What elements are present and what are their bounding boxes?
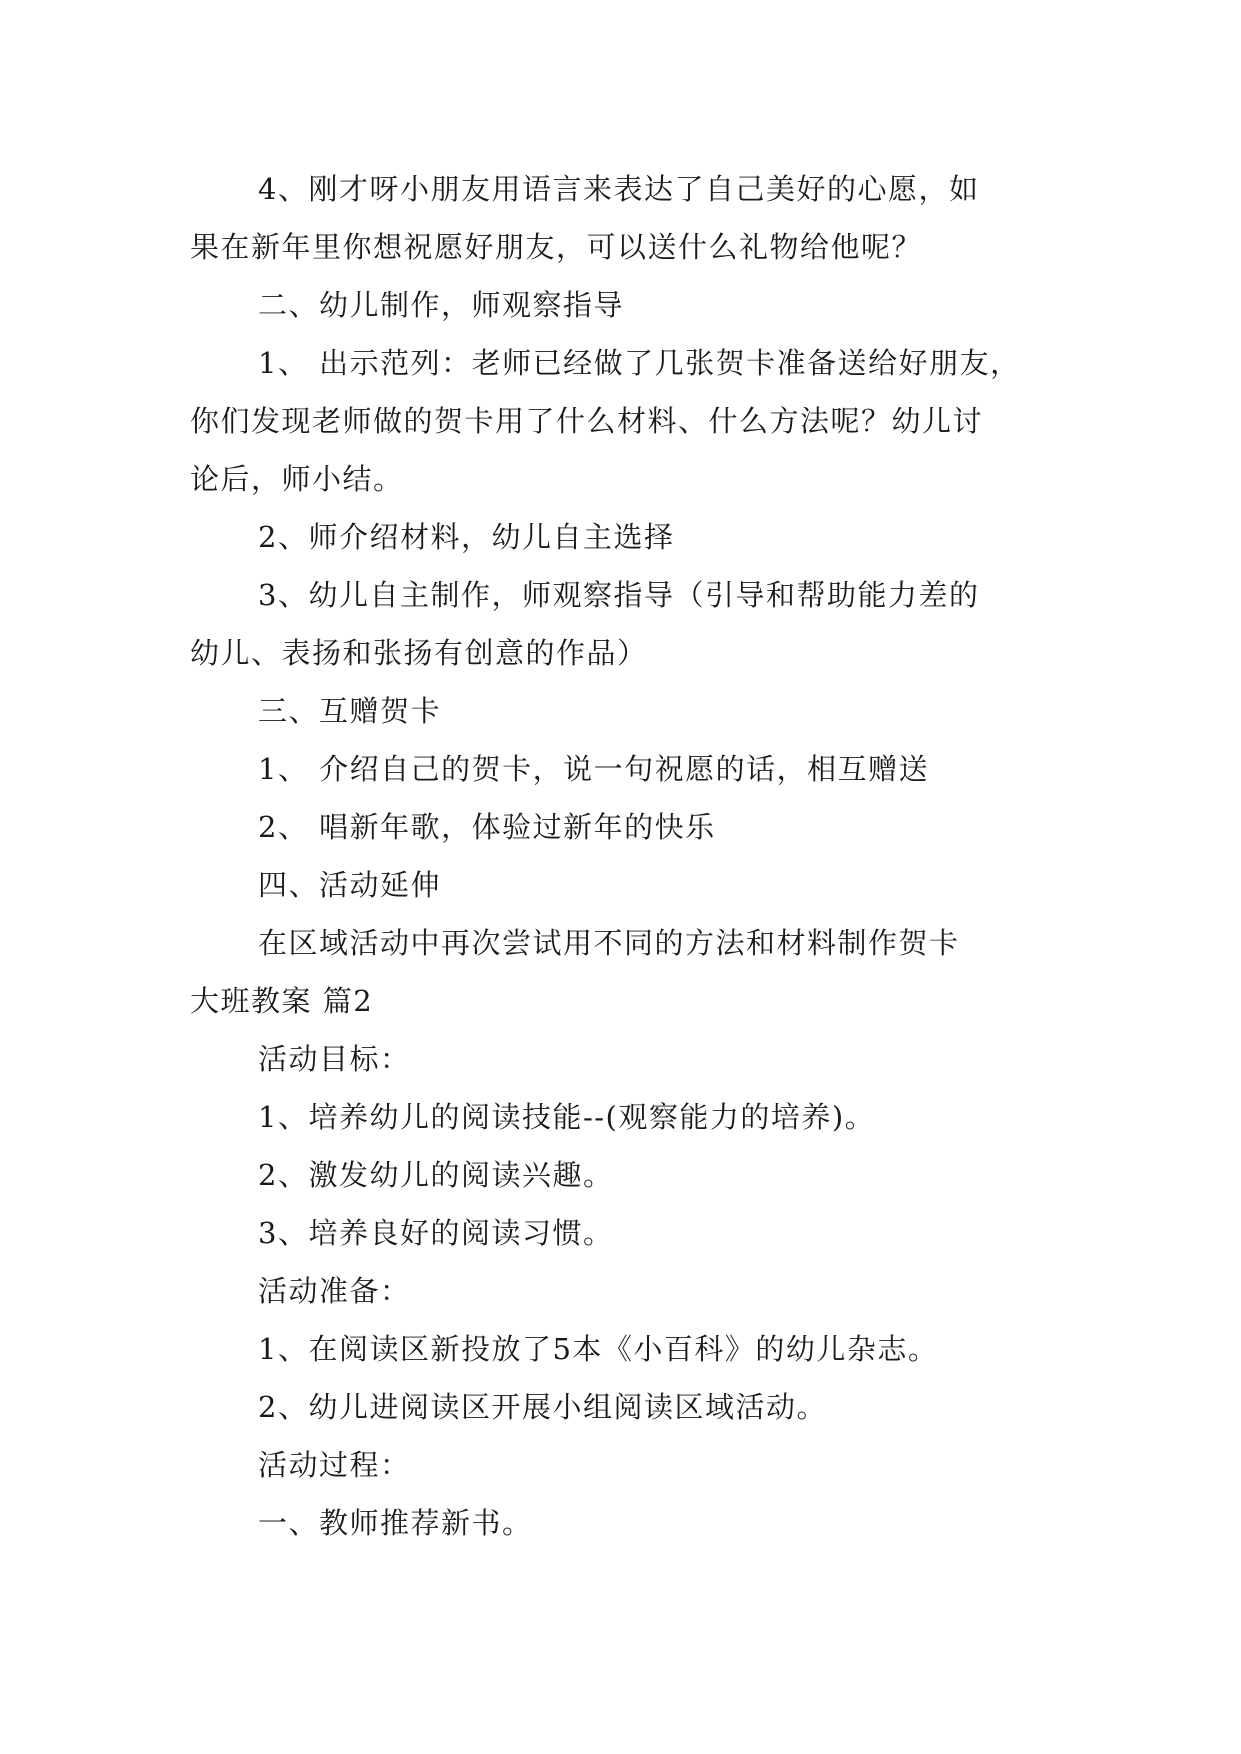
text-line: 2、激发幼儿的阅读兴趣。 <box>258 1158 614 1192</box>
text-line: 在区域活动中再次尝试用不同的方法和材料制作贺卡 <box>258 926 960 960</box>
text-line: 2、幼儿进阅读区开展小组阅读区域活动。 <box>258 1390 827 1424</box>
text-line: 2、 唱新年歌，体验过新年的快乐 <box>258 810 716 844</box>
text-line: 一、教师推荐新书。 <box>258 1506 533 1540</box>
text-line: 四、活动延伸 <box>258 868 442 902</box>
text-line: 二、幼儿制作，师观察指导 <box>258 288 625 322</box>
text-line: 论后，师小结。 <box>190 462 404 496</box>
text-line: 1、在阅读区新投放了5本《小百科》的幼儿杂志。 <box>258 1332 939 1366</box>
text-line: 三、互赠贺卡 <box>258 694 442 728</box>
text-line: 1、培养幼儿的阅读技能--(观察能力的培养)。 <box>258 1100 876 1134</box>
text-line: 幼儿、表扬和张扬有创意的作品） <box>190 636 648 670</box>
text-line: 果在新年里你想祝愿好朋友，可以送什么礼物给他呢？ <box>190 230 923 264</box>
text-line: 大班教案 篇2 <box>190 984 374 1018</box>
text-line: 2、师介绍材料，幼儿自主选择 <box>258 520 675 554</box>
document-body <box>190 160 1050 1552</box>
text-line: 1、 介绍自己的贺卡，说一句祝愿的话，相互赠送 <box>258 752 930 786</box>
text-line: 活动目标： <box>258 1042 411 1076</box>
text-line: 4、刚才呀小朋友用语言来表达了自己美好的心愿，如 <box>258 172 980 206</box>
text-line: 活动准备： <box>258 1274 411 1308</box>
text-line: 你们发现老师做的贺卡用了什么材料、什么方法呢？幼儿讨 <box>190 404 984 438</box>
text-line: 1、 出示范列：老师已经做了几张贺卡准备送给好朋友， <box>258 346 1021 380</box>
text-line: 3、幼儿自主制作，师观察指导（引导和帮助能力差的 <box>258 578 980 612</box>
text-line: 3、培养良好的阅读习惯。 <box>258 1216 614 1250</box>
text-line: 活动过程： <box>258 1448 411 1482</box>
